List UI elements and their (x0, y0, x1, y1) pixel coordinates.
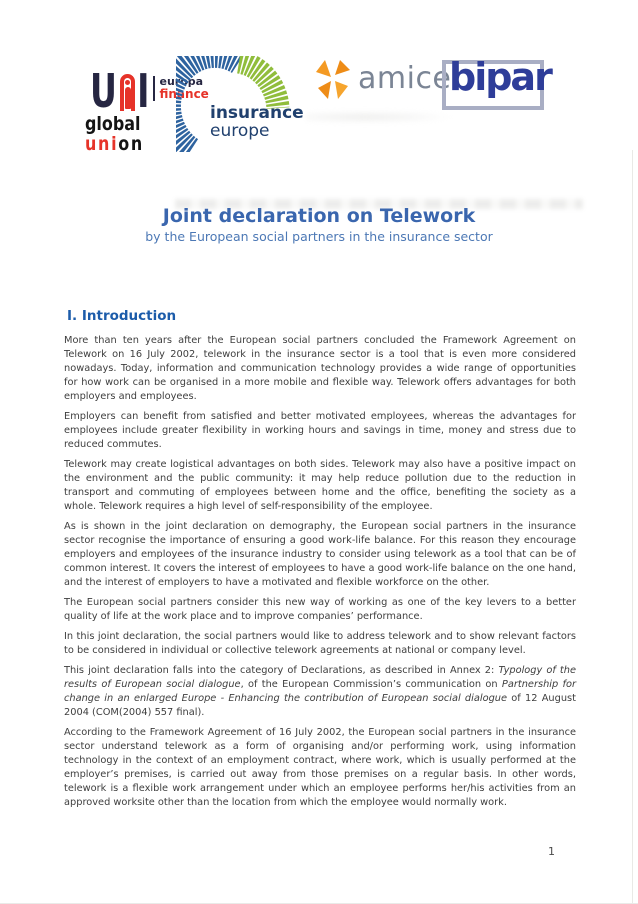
bipar-label: bipar (449, 55, 551, 99)
paragraph-7-run-2: , of the European Commission’s communication on (240, 679, 502, 690)
uni-global-union-logo (85, 62, 209, 155)
paragraph-7-run-1: This joint declaration falls into the category of Declarations, as described in Annex 2: (64, 665, 499, 676)
uni-wordmark (85, 62, 150, 118)
paragraph-1: More than ten years after the European social partners concluded the Framework Agreement on Telework on 16 July 2002, telework in the insurance sector is a tool that is even more considered nowadays. Today, information and communication technology provides a wide range of opportunities for how work can be organised in a more mobile and flexible way. Telework offers advantages for both employers and employees. (64, 335, 576, 402)
paragraph-6: In this joint declaration, the social partners would like to address telework and to show relevant factors to be considered in individual or collective telework agreements at national or company level. (64, 631, 576, 656)
paragraph-7-run-3: of 12 August 2004 (COM(2004) 557 final). (64, 693, 576, 718)
page-number: 1 (548, 845, 555, 858)
uni-union-red-part: uni (85, 133, 119, 155)
uni-person-head-icon (125, 80, 130, 85)
scan-smudge-artifact (305, 110, 455, 124)
uni-europa-label: europa (159, 75, 204, 88)
uni-union-dark-part: on (118, 133, 144, 155)
europe-label: europe (210, 120, 270, 141)
paragraph-2: Employers can benefit from satisfied and better motivated employees, whereas the advantages for employees include greater flexibility in working hours and savings in time, money and stress due to reduced commutes. (64, 411, 576, 450)
paragraph-3: Telework may create logistical advantages on both sides. Telework may also have a positive impact on the environment and the public community: it may help reduce pollution due to the reduction in transport and commuting of employees between home and the office, benefiting the society as a whole. Telework requires a high level of self-responsibility of the employee. (64, 459, 576, 512)
paragraph-8: According to the Framework Agreement of 16 July 2002, the European social partners in the insurance sector understand telework as a form of organising and/or performing work, using information technology in the context of an employment contract, where work, which is usually performed at the employer’s premises, is carried out away from those premises on a regular basis. In other words, telework is a flexible work arrangement under which an employee performs her/his activities from an approved worksite other than the location from which the employee would normally work. (64, 727, 576, 808)
uni-logo-top (85, 62, 209, 118)
logo-header (0, 0, 638, 170)
amice-logo (314, 58, 452, 108)
amice-label: amice (358, 61, 452, 96)
bipar-logo (442, 55, 562, 116)
insurance-label: insurance (210, 103, 304, 123)
paragraph-7-citation-1: Typology of the results of European social dialogue (64, 665, 577, 690)
section-heading-introduction: I. Introduction (67, 308, 177, 324)
document-body (64, 334, 576, 816)
document-subtitle: by the European social partners in the insurance sector (145, 229, 493, 244)
paragraph-5: The European social partners consider this new way of working as one of the key levers to a better quality of life at the work place and to improve companies’ performance. (64, 597, 576, 622)
uni-person-icon (120, 74, 135, 111)
uni-person-body-icon (125, 87, 131, 109)
paragraph-7-citation-2: Partnership for change in an enlarged Europe - Enhancing the contribution of European social dialogue (64, 679, 576, 704)
paragraph-4: As is shown in the joint declaration on demography, the European social partners in the insurance sector recognise the importance of ensuring a good work-life balance. For this reason they encourage employers and employees of the insurance industry to consider using telework as a tool that can be of common interest. It covers the interest of employees to have a good work-life balance on the one hand, and the interest of employers to have a motivated and flexible workforce on the other. (64, 521, 576, 588)
uni-letter-u: U (89, 63, 116, 118)
insurance-europe-logo (176, 56, 316, 152)
uni-letter-i: I (137, 63, 149, 118)
amice-pinwheel-icon (314, 58, 354, 104)
paragraph-7 (64, 664, 576, 720)
insurance-europe-wordmark (210, 105, 304, 141)
document-title: Joint declaration on Telework (162, 205, 476, 227)
uni-union-label (85, 134, 162, 155)
uni-global-label: global (85, 113, 141, 135)
uni-finance-label: finance (159, 87, 209, 102)
scan-edge-artifact (632, 150, 633, 903)
